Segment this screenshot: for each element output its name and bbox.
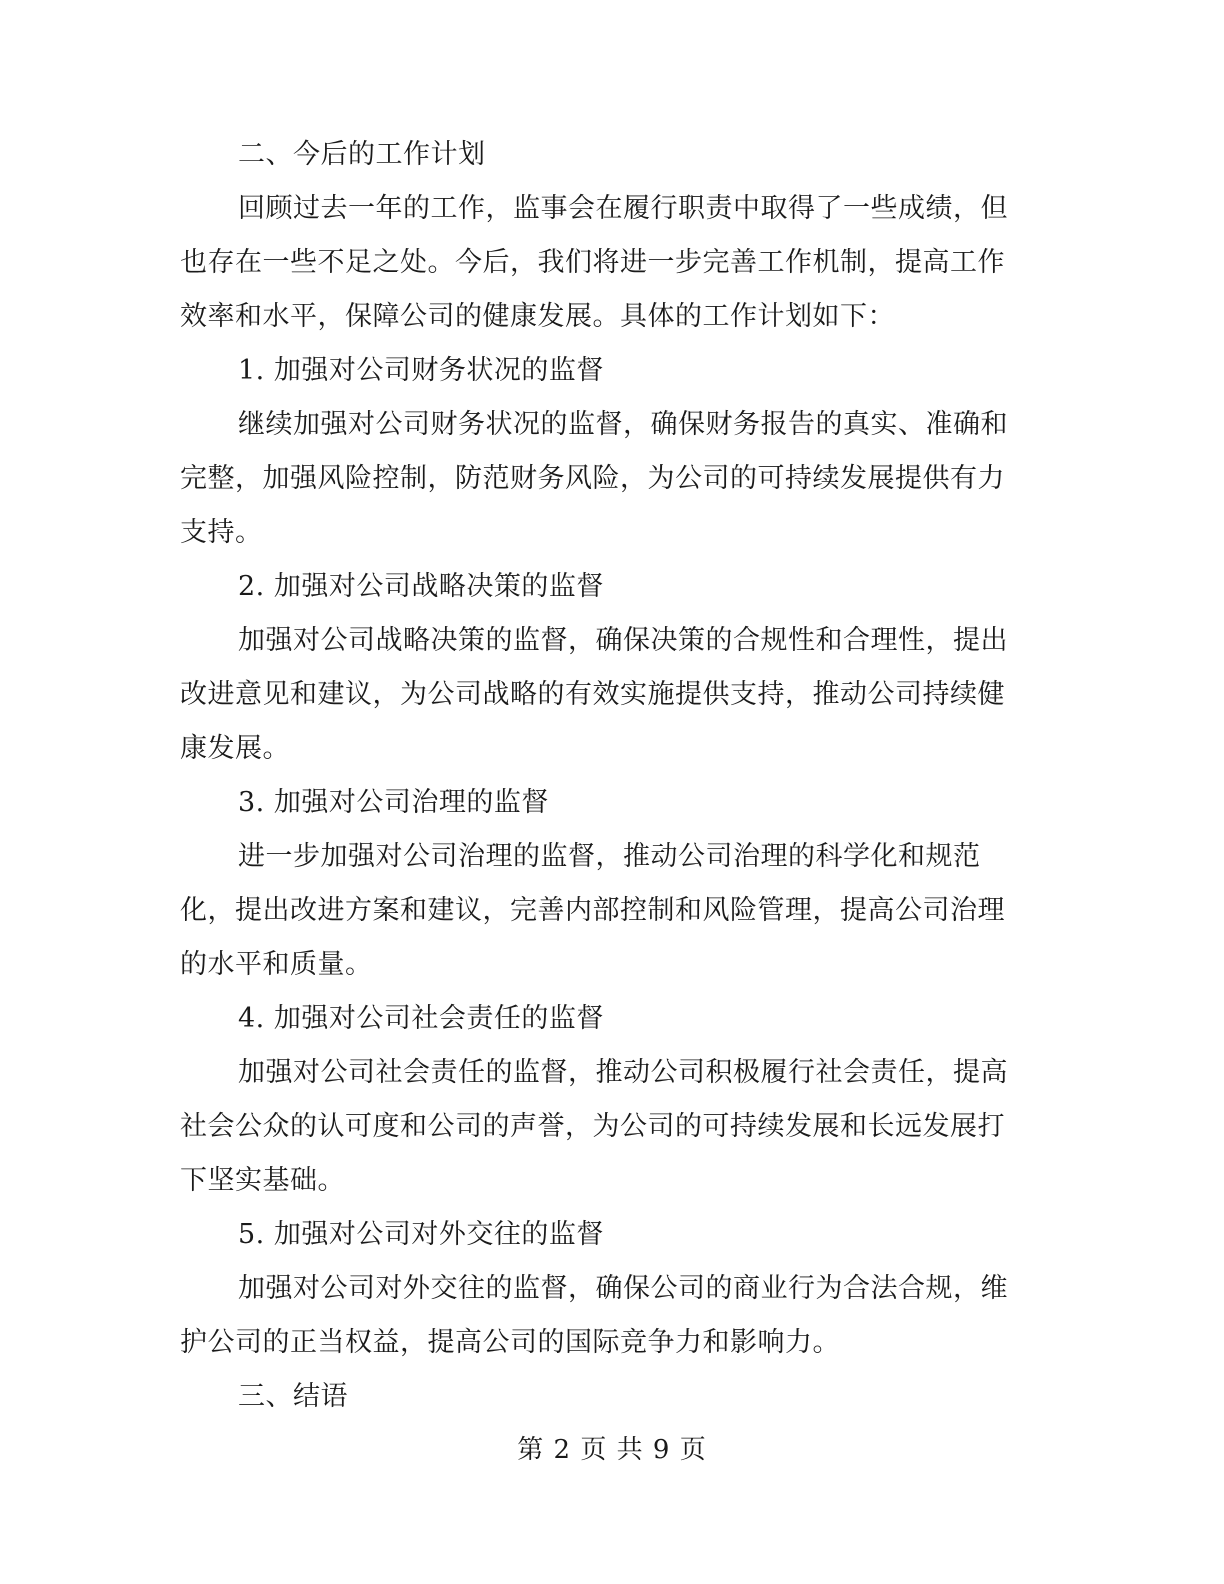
paragraph-line: 回顾过去一年的工作，监事会在履行职责中取得了一些成绩，但 (238, 193, 1008, 224)
paragraph-line: 加强对公司对外交往的监督，确保公司的商业行为合法合规，维 (238, 1273, 1008, 1304)
paragraph-line: 下坚实基础。 (180, 1165, 345, 1196)
paragraph-line: 加强对公司战略决策的监督，确保决策的合规性和合理性，提出 (238, 625, 1008, 656)
paragraph-line: 康发展。 (180, 733, 290, 764)
paragraph-line: 化，提出改进方案和建议，完善内部控制和风险管理，提高公司治理 (180, 895, 1005, 926)
paragraph-line: 进一步加强对公司治理的监督，推动公司治理的科学化和规范 (238, 841, 981, 872)
paragraph-line: 护公司的正当权益，提高公司的国际竞争力和影响力。 (180, 1327, 840, 1358)
paragraph-line: 继续加强对公司财务状况的监督，确保财务报告的真实、准确和 (238, 409, 1008, 440)
paragraph-line: 改进意见和建议，为公司战略的有效实施提供支持，推动公司持续健 (180, 679, 1005, 710)
section-heading-plan: 二、今后的工作计划 (238, 139, 486, 170)
document-body (180, 128, 1020, 1424)
list-item-heading-2: 2. 加强对公司战略决策的监督 (238, 571, 604, 602)
paragraph-line: 也存在一些不足之处。今后，我们将进一步完善工作机制，提高工作 (180, 247, 1005, 278)
paragraph-line: 完整，加强风险控制，防范财务风险，为公司的可持续发展提供有力 (180, 463, 1005, 494)
paragraph-line: 社会公众的认可度和公司的声誉，为公司的可持续发展和长远发展打 (180, 1111, 1005, 1142)
section-heading-conclusion: 三、结语 (238, 1381, 348, 1412)
paragraph-line: 支持。 (180, 517, 263, 548)
list-item-heading-5: 5. 加强对公司对外交往的监督 (238, 1219, 604, 1250)
list-item-heading-1: 1. 加强对公司财务状况的监督 (238, 355, 604, 386)
page-number-footer: 第 2 页 共 9 页 (517, 1435, 707, 1465)
list-item-heading-3: 3. 加强对公司治理的监督 (238, 787, 549, 818)
paragraph-line: 的水平和质量。 (180, 949, 373, 980)
paragraph-line: 效率和水平，保障公司的健康发展。具体的工作计划如下： (180, 301, 895, 332)
paragraph-line: 加强对公司社会责任的监督，推动公司积极履行社会责任，提高 (238, 1057, 1008, 1088)
list-item-heading-4: 4. 加强对公司社会责任的监督 (238, 1003, 604, 1034)
